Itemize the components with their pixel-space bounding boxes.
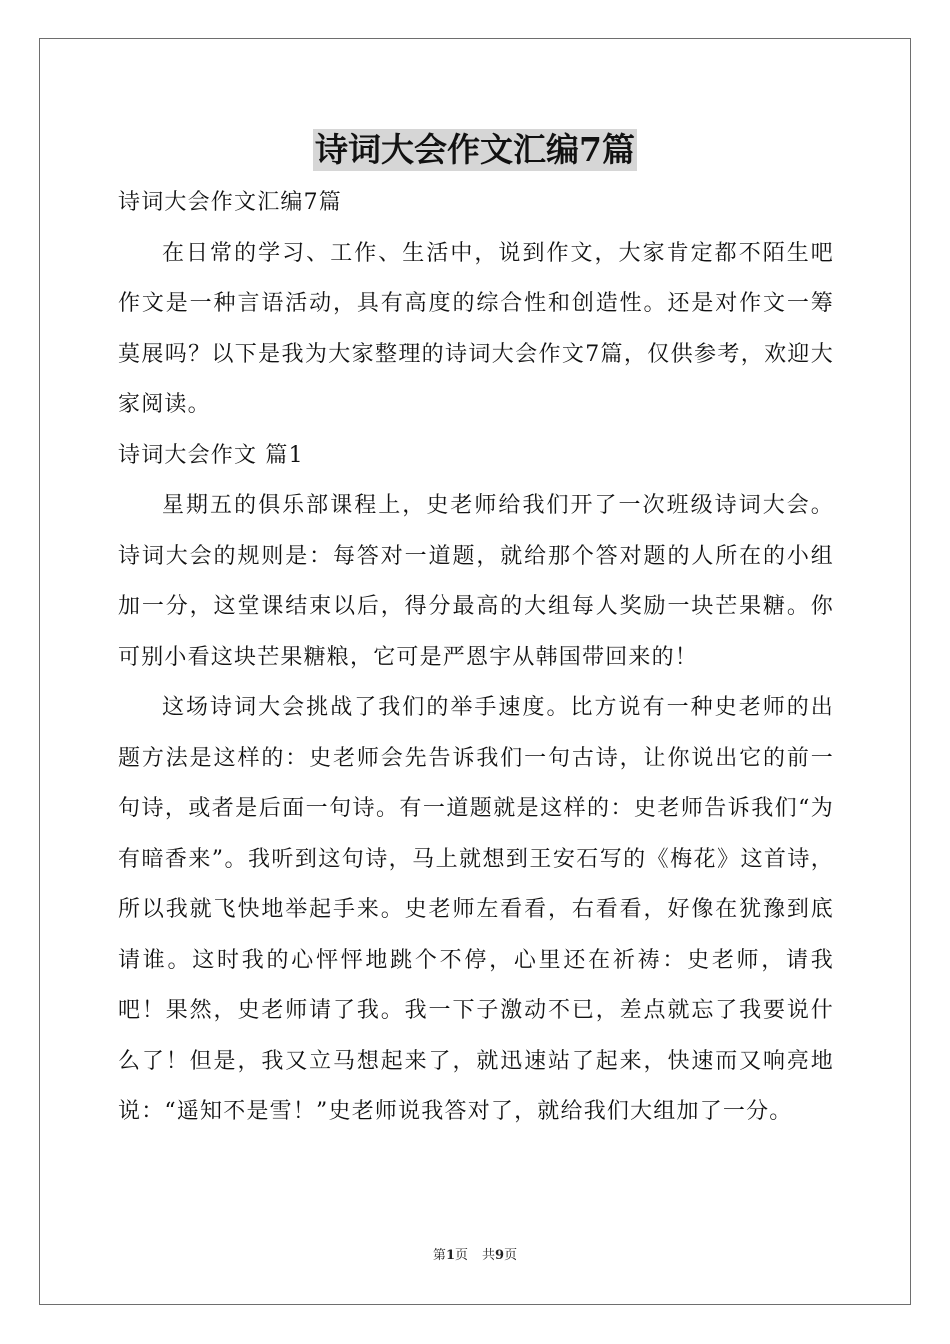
section-heading: 诗词大会作文 篇1 [118,442,304,468]
footer-page-prefix: 第 [432,1248,446,1263]
intro-paragraph: 在日常的学习、工作、生活中，说到作文，大家肯定都不陌生吧作文是一种言语活动，具有高度的综合性和创造性。还是对作文一筹莫展吗？以下是我为大家整理的诗词大会作文7篇，仅供参考，欢迎大家阅读。 [118,240,834,417]
page-footer [0,1247,950,1265]
document-subtitle: 诗词大会作文汇编7篇 [118,190,342,215]
document-title [0,128,950,172]
body-paragraph-2: 这场诗词大会挑战了我们的举手速度。比方说有一种史老师的出题方法是这样的：史老师会先告诉我们一句古诗，让你说出它的前一句诗，或者是后面一句诗。有一道题就是这样的：史老师告诉我们“为有暗香来”。我听到这句诗，马上就想到王安石写的《梅花》这首诗，所以我就飞快地举起手来。史老师左看看，右看看，好像在犹豫到底请谁。这时我的心怦怦地跳个不停，心里还在祈祷：史老师，请我吧！果然，史老师请了我。我一下子激动不已，差点就忘了我要说什么了！但是，我又立马想起来了，就迅速站了起来，快速而又响亮地说：“遥知不是雪！”史老师说我答对了，就给我们大组加了一分。 [118,695,834,1124]
document-title-text: 诗词大会作文汇编7篇 [315,130,635,169]
footer-page-current: 1 [445,1248,455,1263]
body-paragraph-1: 星期五的俱乐部课程上，史老师给我们开了一次班级诗词大会。诗词大会的规则是：每答对一道题，就给那个答对题的人所在的小组加一分，这堂课结束以后，得分最高的大组每人奖励一块芒果糖。你可别小看这块芒果糖粮，它可是严恩宇从韩国带回来的！ [118,493,834,670]
footer-total-suffix: 页 [504,1248,518,1263]
footer-page-suffix: 页 [454,1248,468,1263]
footer-page-total: 9 [495,1248,505,1263]
footer-total-prefix: 共 [482,1248,496,1263]
document-body [118,178,834,1138]
